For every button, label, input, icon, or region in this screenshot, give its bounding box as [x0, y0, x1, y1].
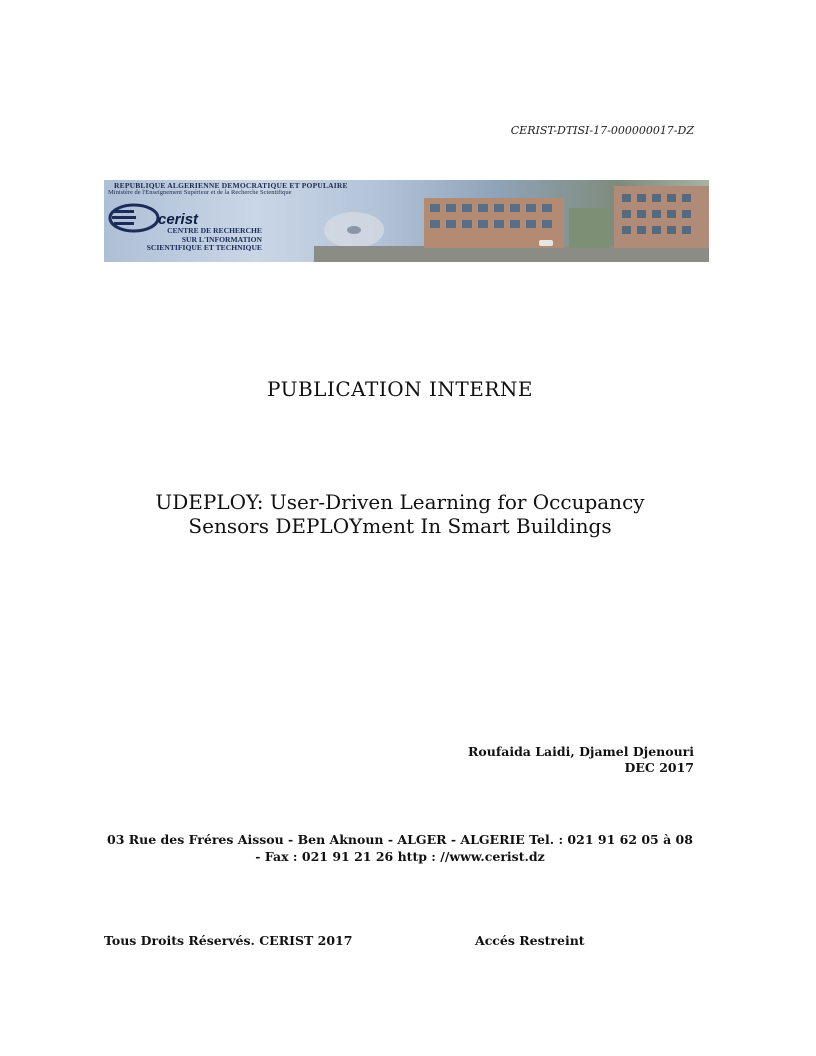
- publication-date: DEC 2017: [624, 760, 694, 775]
- author-block: [468, 744, 694, 776]
- paper-title-line: UDEPLOY: User-Driven Learning for Occupancy: [155, 490, 645, 514]
- banner-centre-name: [128, 227, 262, 253]
- rights-notice: Tous Droits Réservés. CERIST 2017: [104, 933, 353, 948]
- paper-title-line: Sensors DEPLOYment In Smart Buildings: [188, 514, 612, 538]
- cerist-banner: [104, 180, 709, 262]
- address-line: 03 Rue des Fréres Aissou - Ben Aknoun - ALGER - ALGERIE Tel. : 021 91 62 05 à 08: [107, 832, 693, 847]
- centre-line: SCIENTIFIQUE ET TECHNIQUE: [146, 243, 262, 252]
- authors: Roufaida Laidi, Djamel Djenouri: [468, 744, 694, 759]
- access-notice: Accés Restreint: [475, 933, 585, 948]
- building-photo: [314, 180, 709, 262]
- address-line: - Fax : 021 91 21 26 http : //www.cerist.dz: [255, 849, 545, 864]
- banner-ministry-line: Ministère de l'Enseignement Supérieur et de la Recherche Scientifique: [108, 189, 292, 196]
- report-id: CERIST-DTISI-17-000000017-DZ: [510, 124, 694, 137]
- publication-type: PUBLICATION INTERNE: [267, 377, 533, 401]
- cerist-logo-text: cerist: [158, 211, 199, 228]
- centre-line: SUR L'INFORMATION: [181, 234, 262, 244]
- centre-line: CENTRE DE RECHERCHE: [167, 226, 262, 235]
- address-block: [0, 831, 800, 865]
- paper-title: [0, 490, 800, 538]
- banner-republic-line: REPUBLIQUE ALGERIENNE DEMOCRATIQUE ET POPULAIRE: [114, 181, 348, 190]
